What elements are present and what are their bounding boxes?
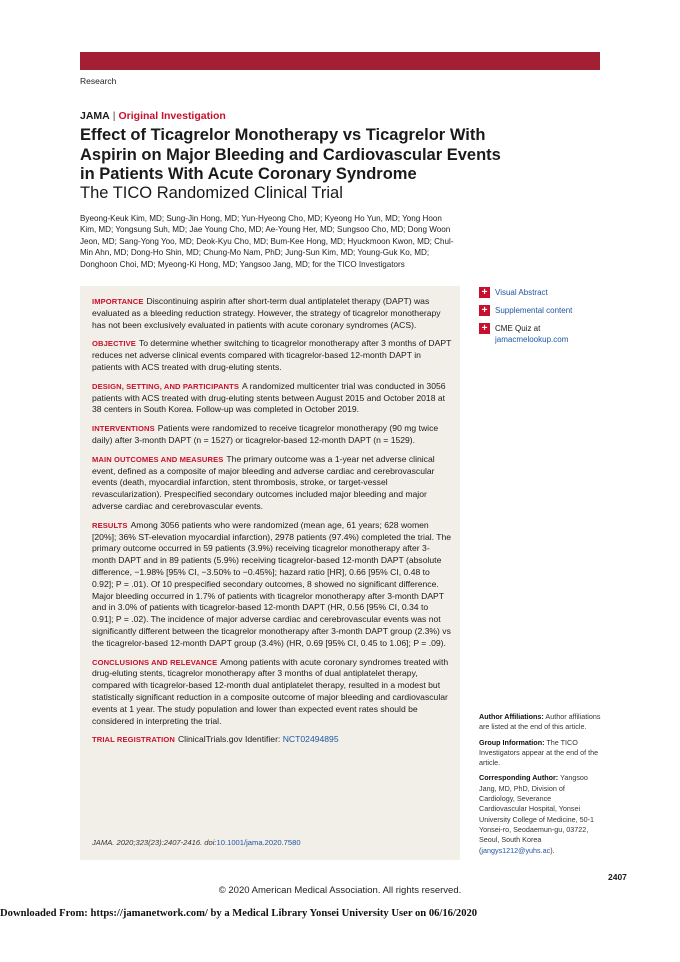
cme-quiz-label: CME Quiz at <box>495 324 541 333</box>
cme-quiz-link[interactable] <box>479 323 599 345</box>
side-info <box>479 712 601 861</box>
citation <box>92 838 301 847</box>
importance-heading: IMPORTANCE <box>92 297 144 306</box>
outcomes-heading: MAIN OUTCOMES AND MEASURES <box>92 454 224 464</box>
outcomes-text: The primary outcome was a 1-year net adverse clinical event, defined as a composite of major bleeding and adverse cardiac and cerebrovascular events (death, myocardial infarction, stent thrombosis, stroke, or target-vessel revascularization). Prespecified secondary outcomes included major bleeding and major adverse cardiac and cerebrovascular events. <box>92 453 435 511</box>
author-affiliations <box>479 712 601 733</box>
abstract-registration <box>92 734 452 746</box>
design-text: A randomized multicenter trial was conducted in 3056 patients with ACS treated with drug-eluting stents between August 2015 and October 2018 at 38 centers in South Korea. Follow-up was completed in October 2019. <box>92 380 446 415</box>
supplemental-content-label: Supplemental content <box>495 306 573 315</box>
group-heading: Group Information: <box>479 737 545 747</box>
objective-text: To determine whether switching to ticagrelor monotherapy after 3 months of DAPT reduces net adverse clinical events compared with ticagrelor-based 12-month DAPT in patients with ACS treated with drug-eluting stents. <box>92 338 452 372</box>
abstract-outcomes <box>92 454 452 513</box>
abstract-importance <box>92 296 452 331</box>
abstract <box>92 296 452 753</box>
doi-link[interactable]: 10.1001/jama.2020.7580 <box>216 838 301 847</box>
abstract-design <box>92 381 452 416</box>
article-title: Effect of Ticagrelor Monotherapy vs Ticagrelor With Aspirin on Major Bleeding and Cardiovascular Events in Patients With Acute Coronary Syndrome <box>80 126 501 183</box>
abstract-results <box>92 520 452 650</box>
plus-icon: + <box>479 305 490 316</box>
plus-icon: + <box>479 287 490 298</box>
registration-heading: TRIAL REGISTRATION <box>92 735 175 745</box>
corresponding-end: ). <box>550 845 555 855</box>
interventions-heading: INTERVENTIONS <box>92 424 155 434</box>
cme-quiz-url[interactable]: jamacmelookup.com <box>495 335 569 344</box>
citation-text: JAMA. 2020;323(23):2407-2416. doi: <box>92 838 217 847</box>
copyright: © 2020 American Medical Association. All rights reserved. <box>218 885 462 896</box>
download-notice: Downloaded From: https://jamanetwork.com/ by a Medical Library Yonsei University User on 06/16/2020 <box>0 908 478 919</box>
registration-link[interactable]: NCT02494895 <box>282 734 339 745</box>
results-text: Among 3056 patients who were randomized (mean age, 61 years; 628 women [20%]; 36% ST-elevation myocardial infarction), 2978 patients (97.4%) completed the trial. The primary outcome occurred in 59 patients (3.9%) receiving ticagrelor monotherapy after 3-month DAPT and in 89 patients (5.9%) receiving ticagrelor-based 12-month DAPT (absolute difference, −1.98% [95% CI, −3.50% to −0.45%]; hazard ratio [HR], 0.66 [95% CI, 0.48 to 0.92]; P = .01). Of 10 prespecified secondary outcomes, 8 showed no significant difference. Major bleeding occurred in 1.7% of patients with ticagrelor monotherapy after 3-month DAPT and in 3.0% of patients with ticagrelor-based 12-month DAPT (HR, 0.56 [95% CI, 0.34 to 0.91]; P = .02). The incidence of major adverse cardiac and cerebrovascular events was not significantly different between the ticagrelor monotherapy after 3-month DAPT group (2.3%) vs the ticagrelor-based 12-month DAPT group (3.4%) (HR, 0.69 [95% CI, 0.45 to 1.06]; P = .09). <box>92 519 452 648</box>
separator: | <box>112 110 116 122</box>
corresponding-heading: Corresponding Author: <box>479 773 559 783</box>
abstract-interventions <box>92 423 452 447</box>
corresponding-text: Yangsoo Jang, MD, PhD, Division of Cardiology, Severance Cardiovascular Hospital, Yonsei University College of Medicine, 50-1 Yonsei-ro, Seodaemun-gu, 03722, Seoul, South Korea ( <box>479 773 595 855</box>
design-heading: DESIGN, SETTING, AND PARTICIPANTS <box>92 381 240 391</box>
visual-abstract-link[interactable] <box>479 287 599 298</box>
page-number: 2407 <box>608 872 627 882</box>
section-label: Research <box>80 76 117 86</box>
abstract-conclusions <box>92 657 452 728</box>
importance-text: Discontinuing aspirin after short-term dual antiplatelet therapy (DAPT) was evaluated as a bleeding reduction strategy. However, the strategy of ticagrelor monotherapy has not been exclusively evaluated in patients with acute coronary syndromes (ACS). <box>92 296 441 330</box>
article-type: Original Investigation <box>118 110 226 122</box>
abstract-objective <box>92 338 452 373</box>
email-link[interactable]: jangys1212@yuhs.ac <box>481 845 551 855</box>
affiliations-heading: Author Affiliations: <box>479 712 544 721</box>
journal-line <box>80 110 226 122</box>
journal-header-bar <box>80 52 600 70</box>
interventions-text: Patients were randomized to receive ticagrelor monotherapy (90 mg twice daily) after 3-month DAPT (n = 1527) or ticagrelor-based 12-month DAPT (n = 1529). <box>92 423 439 445</box>
supplemental-content-link[interactable] <box>479 305 599 316</box>
affiliations-text: Author affiliations are listed at the end of this article. <box>479 712 601 732</box>
conclusions-text: Among patients with acute coronary syndromes treated with drug-eluting stents, ticagrelor monotherapy after 3 months of dual antiplatelet therapy, compared with ticagrelor-based 12-month dual antiplatelet therapy, resulted in a modest but statistically significant reduction in a composite outcome of major bleeding and cardiovascular events at 1 year. The study population and lower than expected event rates should be considered in interpreting the trial. <box>92 656 449 726</box>
author-list: Byeong-Keuk Kim, MD; Sung-Jin Hong, MD; Yun-Hyeong Cho, MD; Kyeong Ho Yun, MD; Yong Hoon Kim, MD; Yongsung Suh, MD; Jae Young Cho, MD; Ae-Young Her, MD; Sungsoo Cho, MD; Dong Woon Jeon, MD; Sang-Yong Yoo, MD; Deok-Kyu Cho, MD; Bum-Kee Hong, MD; Hyuckmoon Kwon, MD; Chul-Min Ahn, MD; Dong-Ho Shin, MD; Chung-Mo Nam, PhD; Jung-Sun Kim, MD; Young-Guk Ko, MD; Donghoon Choi, MD; Myeong-Ki Hong, MD; Yangsoo Jang, MD; for the TICO Investigators <box>80 214 454 269</box>
results-heading: RESULTS <box>92 520 128 530</box>
group-text: The TICO Investigators appear at the end of the article. <box>479 737 599 768</box>
conclusions-heading: CONCLUSIONS AND RELEVANCE <box>92 657 218 667</box>
group-information <box>479 738 601 769</box>
side-links <box>479 287 599 352</box>
visual-abstract-label: Visual Abstract <box>495 288 548 297</box>
plus-icon: + <box>479 323 490 334</box>
journal-name: JAMA <box>80 110 110 122</box>
corresponding-author <box>479 773 601 855</box>
objective-heading: OBJECTIVE <box>92 339 136 349</box>
registration-text: ClinicalTrials.gov Identifier: <box>177 734 281 745</box>
article-subtitle: The TICO Randomized Clinical Trial <box>80 184 343 202</box>
